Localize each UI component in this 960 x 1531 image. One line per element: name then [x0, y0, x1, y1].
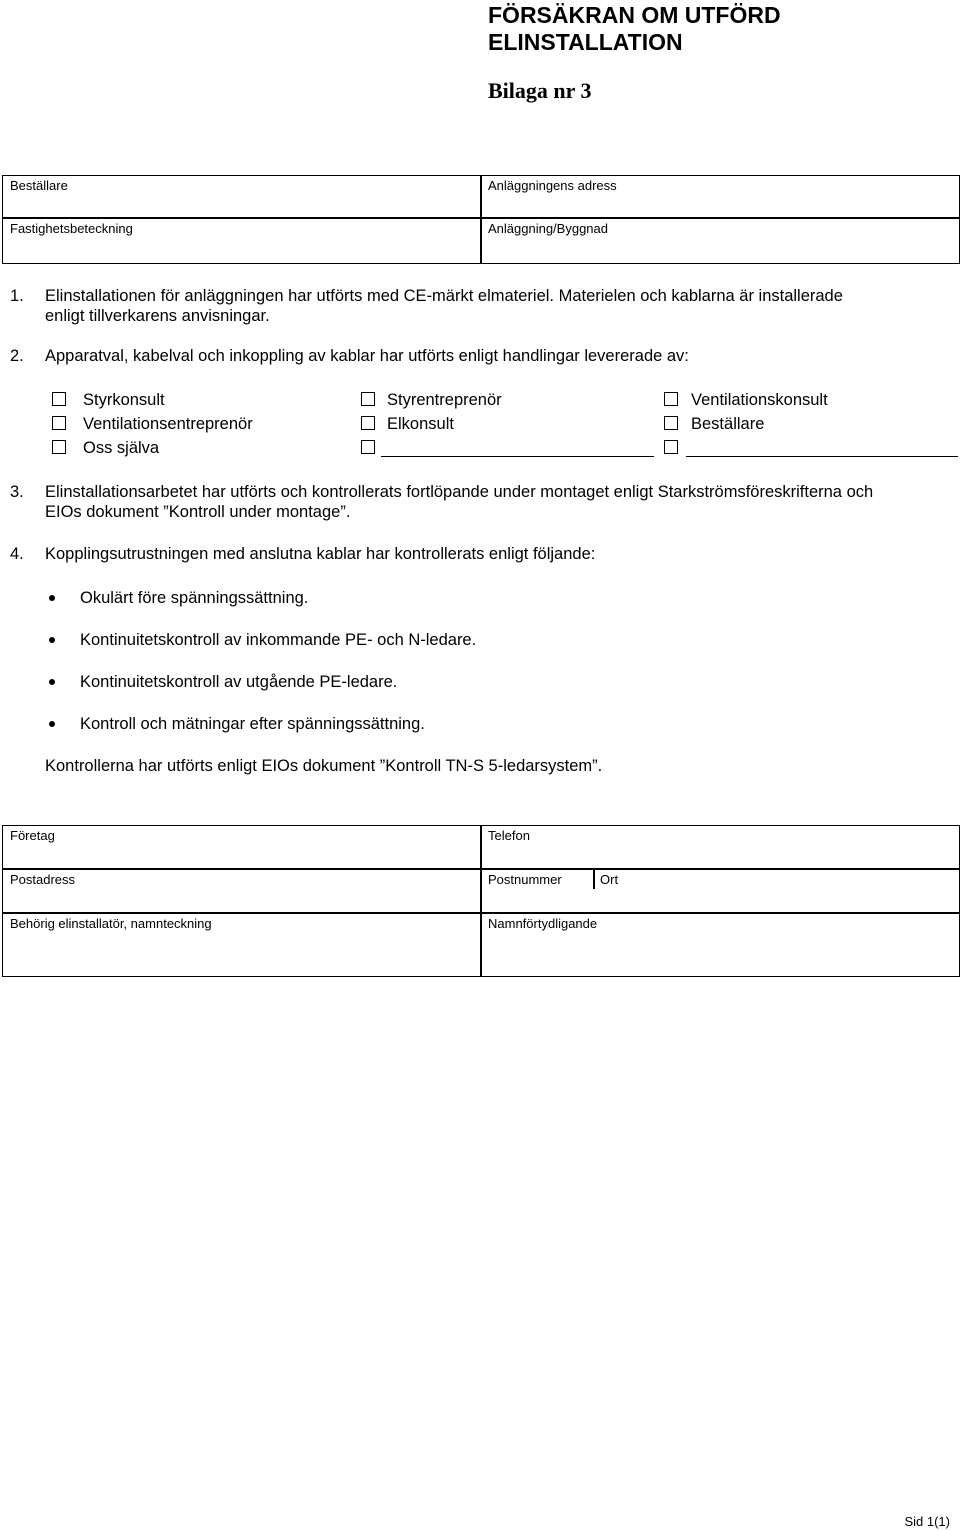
section-3-line-1: Elinstallationsarbetet har utförts och kontrollerats fortlöpande under montaget enligt Starkströmsföreskrifterna och: [45, 483, 874, 501]
label-ventilationsentreprenor: Ventilationsentreprenör: [83, 415, 253, 433]
label-ventilationskonsult: Ventilationskonsult: [691, 391, 828, 409]
section-2-text: Apparatval, kabelval och inkoppling av kablar har utförts enligt handlingar levererade av:: [45, 347, 689, 365]
page-number: Sid 1(1): [904, 1514, 950, 1529]
label-bestallare: Beställare: [691, 415, 765, 433]
behorig-elinstallator-field[interactable]: Behörig elinstallatör, namnteckning: [10, 916, 212, 931]
label-elkonsult: Elkonsult: [387, 415, 454, 433]
checkbox-elkonsult[interactable]: [361, 416, 375, 430]
section-1-number: 1.: [10, 287, 24, 305]
namnfortydligande-field[interactable]: Namnförtydligande: [488, 916, 598, 931]
bullet-icon: [49, 679, 55, 685]
anlaggning-byggnad-field[interactable]: Anläggning/Byggnad: [488, 221, 608, 236]
section-3-line-2: EIOs dokument ”Kontroll under montage”.: [45, 503, 351, 521]
fastighetsbeteckning-field[interactable]: Fastighetsbeteckning: [10, 221, 133, 236]
bottom-form-col-divider: [480, 825, 482, 977]
section-1-line-1: Elinstallationen för anläggningen har utförts med CE-märkt elmateriel. Materielen och kablarna är installerade: [45, 287, 843, 305]
other-1-input-line[interactable]: [381, 456, 654, 457]
telefon-field[interactable]: Telefon: [488, 828, 530, 843]
other-2-input-line[interactable]: [686, 456, 958, 457]
label-styrentreprenor: Styrentreprenör: [387, 391, 502, 409]
title-line-1: FÖRSÄKRAN OM UTFÖRD: [488, 2, 781, 28]
checkbox-ventilationskonsult[interactable]: [664, 392, 678, 406]
checkbox-oss-sjalva[interactable]: [52, 440, 66, 454]
bullet-icon: [49, 595, 55, 601]
checkbox-bestallare[interactable]: [664, 416, 678, 430]
checkbox-styrentreprenor[interactable]: [361, 392, 375, 406]
section-3-number: 3.: [10, 483, 24, 501]
foretag-field[interactable]: Företag: [10, 828, 55, 843]
title-line-2: ELINSTALLATION: [488, 29, 683, 55]
checkbox-other-2[interactable]: [664, 440, 678, 454]
checkbox-styrkonsult[interactable]: [52, 392, 66, 406]
section-4-text: Kopplingsutrustningen med anslutna kablar har kontrollerats enligt följande:: [45, 545, 596, 563]
postadress-field[interactable]: Postadress: [10, 872, 76, 887]
section-4-number: 4.: [10, 545, 24, 563]
postnummer-ort-divider: [593, 869, 595, 889]
bullet-item-3: Kontinuitetskontroll av utgående PE-ledare.: [80, 673, 398, 691]
bullet-item-4: Kontroll och mätningar efter spänningssättning.: [80, 715, 425, 733]
postnummer-field[interactable]: Postnummer: [488, 872, 562, 887]
bullet-item-2: Kontinuitetskontroll av inkommande PE- och N-ledare.: [80, 631, 477, 649]
bullet-icon: [49, 721, 55, 727]
checkbox-other-1[interactable]: [361, 440, 375, 454]
bestallare-field[interactable]: Beställare: [10, 178, 68, 193]
section-2-number: 2.: [10, 347, 24, 365]
bullet-icon: [49, 637, 55, 643]
document-title: [488, 2, 781, 56]
bullet-item-1: Okulärt före spänningssättning.: [80, 589, 309, 607]
checkbox-ventilationsentreprenor[interactable]: [52, 416, 66, 430]
label-oss-sjalva: Oss själva: [83, 439, 160, 457]
ort-field[interactable]: Ort: [600, 872, 619, 887]
top-form-col-divider: [480, 175, 482, 264]
section-1-line-2: enligt tillverkarens anvisningar.: [45, 307, 270, 325]
bilaga-label: Bilaga nr 3: [488, 78, 592, 103]
section-4-closing: Kontrollerna har utförts enligt EIOs dokument ”Kontroll TN-S 5-ledarsystem”.: [45, 757, 603, 775]
label-styrkonsult: Styrkonsult: [83, 391, 165, 409]
anlaggningens-adress-field[interactable]: Anläggningens adress: [488, 178, 617, 193]
